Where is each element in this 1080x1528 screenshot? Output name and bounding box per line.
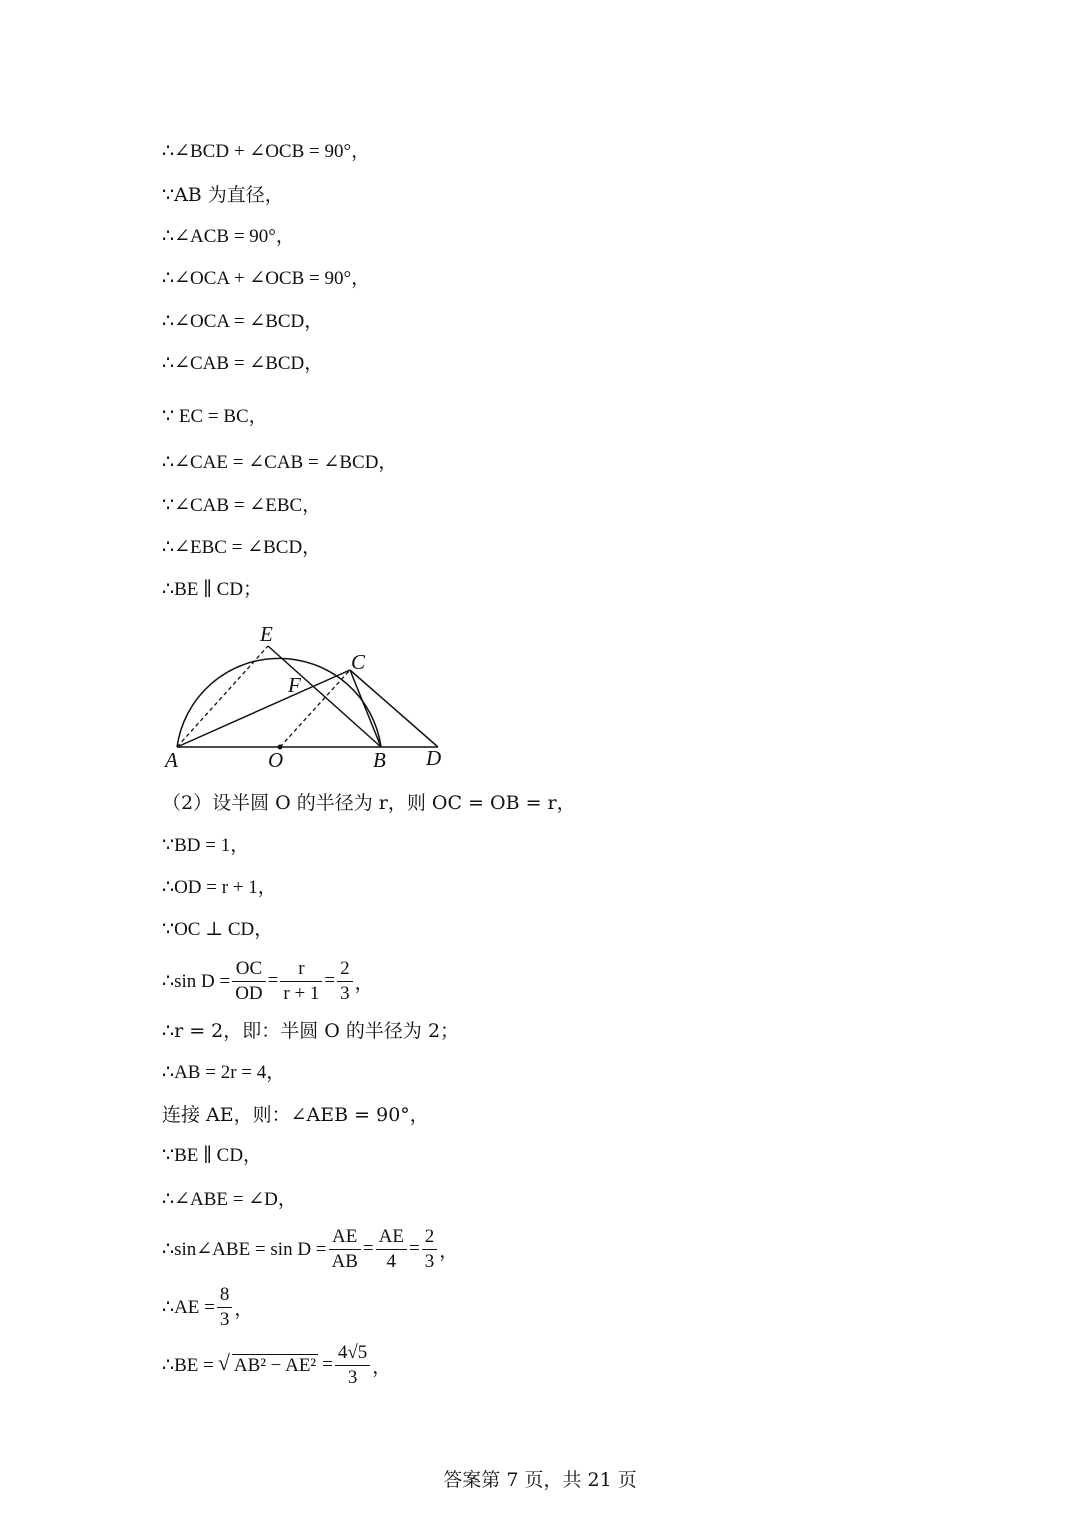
segment-AC — [177, 670, 350, 747]
equals-sign: = — [408, 1238, 420, 1259]
be-prefix: ∴BE = — [162, 1354, 214, 1376]
label-D: D — [426, 746, 442, 770]
fraction-oc-od: $\frac{OC}{OD}$ — [232, 957, 265, 1006]
proof-line-4: ∴∠OCA + ∠OCB = 90°， — [162, 268, 371, 289]
part2-line-6: ∴r = 2，即：半圆 O 的半径为 2； — [162, 1020, 460, 1042]
fraction-2-3: $\frac{2}{3}$ — [422, 1225, 438, 1274]
fraction-r-r1: $\frac{r}{r + 1}$ — [280, 957, 322, 1006]
label-B: B — [373, 748, 386, 772]
label-A: A — [165, 748, 178, 772]
segment-CB — [350, 670, 381, 747]
part2-line-9: ∵BE ∥ CD， — [162, 1145, 263, 1166]
part2-line-5 — [162, 950, 374, 1012]
fraction-ae-ab: $\frac{AE}{AB}$ — [329, 1225, 361, 1274]
sqrt-expression: √ AB² − AE² — [217, 1349, 317, 1376]
proof-line-10: ∴∠EBC = ∠BCD， — [162, 537, 322, 558]
part2-line-10: ∴∠ABE = ∠D， — [162, 1189, 297, 1210]
part2-line-13 — [162, 1334, 391, 1396]
sqrt-radicand: AB² − AE² — [233, 1354, 317, 1376]
geometry-figure — [160, 615, 460, 775]
line-punct: ， — [234, 1298, 254, 1320]
equals-sign: = — [267, 970, 279, 991]
line-punct: ， — [372, 1356, 392, 1378]
sin-abe-prefix: ∴sin∠ABE = sin D = — [162, 1238, 327, 1260]
part2-line-4: ∵OC ⊥ CD， — [162, 919, 274, 940]
fraction-8-3: $\frac{8}{3}$ — [217, 1283, 233, 1332]
part2-line-11 — [162, 1218, 458, 1280]
segment-CD — [350, 670, 438, 747]
fraction-4sqrt5-3: $\frac{4√5}{3}$ — [335, 1341, 370, 1390]
equals-sign: = — [324, 970, 336, 991]
equals-sign: = — [322, 1354, 333, 1375]
ae-prefix: ∴AE = — [162, 1296, 215, 1318]
line-punct: ， — [354, 972, 374, 994]
proof-line-6: ∴∠CAB = ∠BCD， — [162, 353, 324, 374]
sin-d-prefix: ∴sin D = — [162, 970, 231, 992]
part2-line-8: 连接 AE，则：∠AEB = 90°， — [162, 1104, 429, 1126]
part2-line-3: ∴OD = r + 1， — [162, 877, 277, 898]
segment-AE-dashed — [177, 646, 268, 747]
proof-line-9: ∵∠CAB = ∠EBC， — [162, 495, 322, 516]
page-footer: 答案第 7 页，共 21 页 — [443, 1469, 637, 1491]
part2-line-1: （2）设半圆 O 的半径为 r，则 OC = OB = r， — [162, 792, 576, 814]
proof-line-3: ∴∠ACB = 90°， — [162, 226, 295, 247]
label-O: O — [268, 748, 284, 772]
fraction-ae-4: $\frac{AE}{4}$ — [376, 1225, 407, 1274]
line-punct: ， — [439, 1240, 459, 1262]
proof-line-5: ∴∠OCA = ∠BCD， — [162, 311, 324, 332]
proof-line-2: ∵AB 为直径， — [162, 184, 284, 206]
part2-line-12 — [162, 1276, 253, 1338]
part2-line-7: ∴AB = 2r = 4， — [162, 1062, 286, 1083]
equals-sign: = — [362, 1238, 374, 1259]
label-E: E — [260, 622, 273, 646]
fraction-2-3: $\frac{2}{3}$ — [337, 957, 353, 1006]
proof-line-1: ∴∠BCD + ∠OCB = 90°， — [162, 141, 371, 162]
proof-line-8: ∴∠CAE = ∠CAB = ∠BCD， — [162, 452, 398, 473]
proof-line-7: ∵ EC = BC， — [162, 406, 268, 427]
label-C: C — [351, 650, 366, 674]
label-F: F — [288, 673, 301, 697]
proof-line-11: ∴BE ∥ CD； — [162, 579, 263, 600]
part2-line-2: ∵BD = 1， — [162, 835, 250, 856]
